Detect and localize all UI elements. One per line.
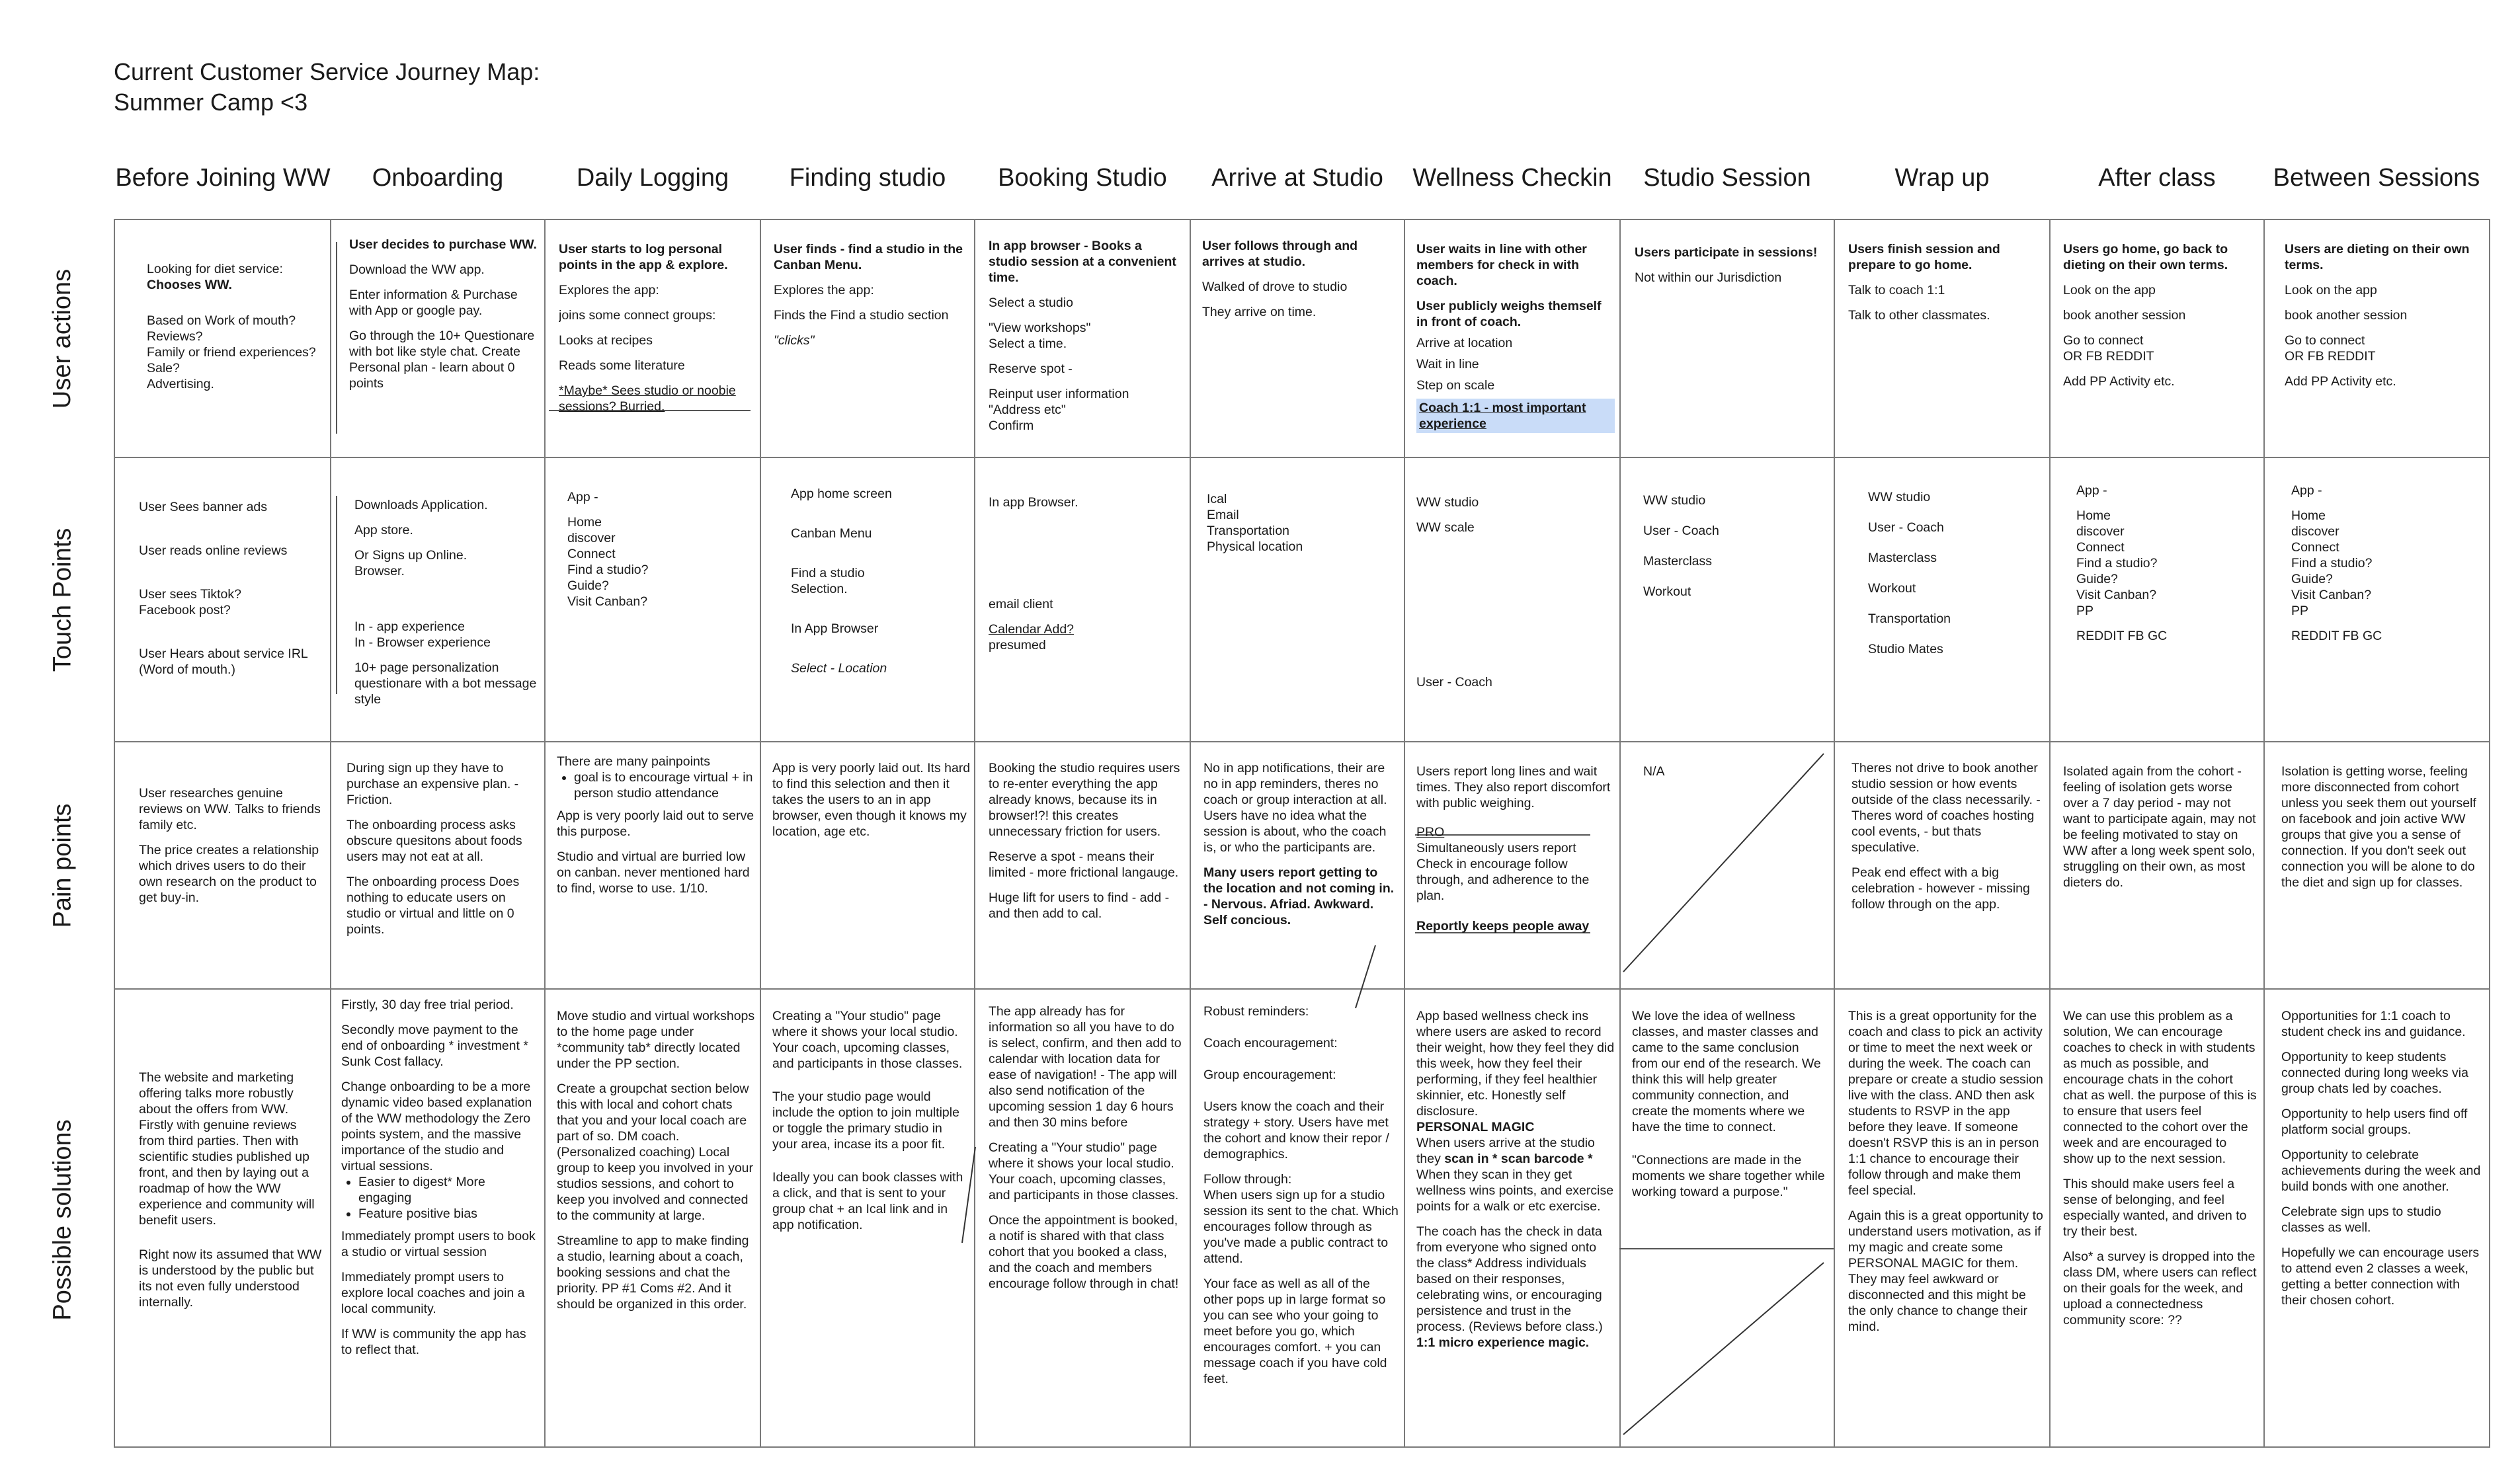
cell-solutions-between-sessions: Opportunities for 1:1 coach to student check ins and guidance. Opportunity to keep students connected during long weeks via group chats led by coaches. Opportunity to help users find off platform social groups. Opportunity to celebrate achievements during the week and build bonds with one another. Celebrate sign ups to studio classes as well. Hopefully we can encourage users to attend even 2 classes a week, getting a better connection with their chosen cohort. (2281, 1009, 2481, 1308)
cell-solutions-after-class: We can use this problem as a solution, We can encourage coaches to check in with students as much as possible, and encourage chats in the cohort chat as well. the purpose of this is to ensure that users feel connected to the cohort over the week and are encouraged to show up to the next session. This should make users feel a sense of belonging, and feel especially wanted, and driven to try their best. Also* a survey is dropped into the class DM, where users can reflect on their goals for the week, and upload a connectedness community score: ?? (2063, 1009, 2257, 1327)
cell-touch-points-wellness-checkin: WW studio WW scale User - Coach (1416, 495, 1492, 689)
cell-pain-points-booking-studio: Booking the studio requires users to re-enter everything the app already knows, because its in browser!?! this creates unnecessary friction for users. Reserve a spot - means their limited - more frictional langauge. Huge lift for users to find - add - and then add to cal. (989, 761, 1180, 921)
column-header-wellness-checkin: Wellness Checkin (1412, 164, 1612, 192)
cell-pain-points-wrap-up: Theres not drive to book another studio session or how events outside of the class necessarily. - Theres word of coaches hosting cool events, - but thats speculative. Peak end effect with a big celebration - however - missing follow through on the app. (1851, 761, 2041, 912)
cell-touch-points-finding-studio: App home screen Canban Menu Find a studio Selection. In App Browser Select - Location (791, 487, 892, 676)
cell-user-actions-booking-studio: In app browser - Books a studio session at a convenient time. Select a studio "View workshops" Select a time. Reserve spot - Reinput user information "Address etc" Confirm (989, 239, 1176, 433)
column-header-booking-studio: Booking Studio (998, 164, 1167, 192)
cell-touch-points-between-sessions: App - Home discover Connect Find a studio? Guide? Visit Canban? PP REDDIT FB GC (2291, 483, 2382, 643)
cell-pain-points-onboarding: During sign up they have to purchase an expensive plan. - Friction. The onboarding process asks obscure quesitons about foods users may not eat at all. The onboarding process Does nothing to educate users on studio or virtual and little on 0 points. (346, 761, 522, 937)
row-header-pain-points: Pain points (48, 803, 77, 928)
cell-solutions-daily-logging: Move studio and virtual workshops to the home page under *community tab* directly located under the PP section. Create a groupchat section below this with local and cohort chats that you and your local coach are part of so. DM coach. (Personalized coaching) Local group to keep you involved in your studios sessions, and cohort to keep you involved and connected to the community at large. Streamline to app to make finding a studio, learning about a coach, booking sessions and chat the priority. PP #1 Coms #2. And it should be organized in this order. (557, 1009, 755, 1312)
cell-user-actions-daily-logging: User starts to log personal points in the app & explore. Explores the app: joins some connect groups: Looks at recipes Reads some literature *Maybe* Sees studio or noobie sessions? Burried. (559, 242, 736, 414)
cell-touch-points-arrive-at-studio: Ical Email Transportation Physical location (1207, 492, 1303, 554)
title-line-1: Current Customer Service Journey Map: (114, 58, 540, 85)
cell-solutions-onboarding: Firstly, 30 day free trial period. Secondly move payment to the end of onboarding * investment * Sunk Cost fallacy. Change onboarding to be a more dynamic video based explanation of the WW methodology the Zero points system, and the massive importance of the studio and virtual sessions. • Easier to digest* More engaging • Feature positive bias Immediately prompt users to book a studio or virtual session Immediately prompt users to explore local coaches and join a local community. If WW is community the app has to reflect that. (341, 997, 540, 1367)
cell-user-actions-between-sessions: Users are dieting on their own terms. Look on the app book another session Go to connect OR FB REDDIT Add PP Activity etc. (2285, 242, 2470, 389)
cell-pain-points-arrive-at-studio: No in app notifications, their are no in app reminders, theres no coach or group interaction at all. Users have no idea what the session is about, who the coach is, or who the participants are. Many users report getting to the location and not coming in. - Nervous. Afriad. Awkward. Self concious. (1203, 761, 1395, 927)
cell-touch-points-wrap-up: WW studio User - Coach Masterclass Workout Transportation Studio Mates (1868, 490, 1951, 656)
cell-touch-points-before-joining: User Sees banner ads User reads online reviews User sees Tiktok? Facebook post? User Hears about service IRL (Word of mouth.) (139, 500, 308, 677)
cell-solutions-wrap-up: This is a great opportunity for the coach and class to pick an activity or time to meet the next week or during the week. The coach can prepare or create a studio session live with the class. AND then ask students to RSVP in the app before they leave. If someone doesn't RSVP this is an in person 1:1 chance to encourage their follow through and make them feel special. Again this is a great opportunity to understand users motivation, as if my magic and create some PERSONAL MAGIC for them. They may feel awkward or disconnected and this might be the only chance to change their mind. (1848, 1009, 2043, 1334)
column-header-finding-studio: Finding studio (789, 164, 946, 192)
column-header-wrap-up: Wrap up (1894, 164, 1990, 192)
column-header-daily-logging: Daily Logging (576, 164, 729, 192)
column-header-studio-session: Studio Session (1643, 164, 1811, 192)
cell-solutions-studio-session: We love the idea of wellness classes, and master classes and came to the same conclusion from our end of the research. We think this will help greater community connection, and create the moments where we have the time to connect. "Connections are made in the moments we share together while working toward a purpose." (1632, 1009, 1825, 1199)
cell-pain-points-after-class: Isolated again from the cohort - feeling of isolation gets worse over a 7 day period - may not want to participate again, may not be feeling motivated to stay on WW after a long week spent solo, struggling on their own, as most dieters do. (2063, 764, 2256, 890)
cell-user-actions-wrap-up: Users finish session and prepare to go home. Talk to coach 1:1 Talk to other classmates. (1848, 242, 2000, 323)
cell-user-actions-onboarding: User decides to purchase WW. Download the WW app. Enter information & Purchase with App or google pay. Go through the 10+ Questionare with bot like style chat. Create Personal plan - learn about 0 points (349, 237, 537, 391)
cell-user-actions-finding-studio: User finds - find a studio in the Canban Menu. Explores the app: Finds the Find a studio section "clicks" (774, 242, 963, 348)
cell-user-actions-studio-session: Users participate in sessions! Not within our Jurisdiction (1635, 245, 1818, 285)
row-header-touch-points: Touch Points (48, 528, 77, 672)
cell-pain-points-studio-session: N/A (1643, 764, 1665, 779)
cell-pain-points-between-sessions: Isolation is getting worse, feeling more disconnected from cohort unless you seek them out yourself on facebook and join active WW groups that give you a sense of connection. If you don't seek out connection you will be alone to do the diet and sign up for classes. (2281, 764, 2476, 890)
cell-user-actions-wellness-checkin: User waits in line with other members for check in with coach. User publicly weighs themself in front of coach. Arrive at location Wait in line Step on scale Coach 1:1 - most important experience (1416, 241, 1615, 433)
row-header-possible-solutions: Possible solutions (48, 1119, 77, 1321)
column-header-onboarding: Onboarding (372, 164, 504, 192)
cell-user-actions-after-class: Users go home, go back to dieting on their own terms. Look on the app book another session Go to connect OR FB REDDIT Add PP Activity etc. (2063, 242, 2228, 389)
title-line-2: Summer Camp <3 (114, 89, 308, 116)
cell-solutions-arrive-at-studio: Robust reminders: Coach encouragement: Group encouragement: Users know the coach and their strategy + story. Users have met the cohort and know their repor / demographics. Follow through: When users sign up for a studio session its sent to the chat. Which encourages follow through as you've made a public contract to attend. Your face as well as all of the other pops up in large format so you can see who your going to meet before you go, which encourages comfort. + you can message coach if you have cold feet. (1203, 1004, 1399, 1386)
column-header-between-sessions: Between Sessions (2273, 164, 2480, 192)
row-header-user-actions: User actions (48, 268, 77, 409)
arrow-line (1356, 945, 1375, 1008)
cell-touch-points-booking-studio: In app Browser. email client Calendar Add? presumed (989, 495, 1078, 652)
highlighted-note: Coach 1:1 - most important experience (1416, 399, 1615, 433)
column-header-before-joining: Before Joining WW (115, 164, 331, 192)
cell-pain-points-before-joining: User researches genuine reviews on WW. Talks to friends family etc. The price creates a relationship which drives users to do their own research on the product to get buy-in. (139, 786, 321, 905)
cell-pain-points-wellness-checkin: Users report long lines and wait times. They also report discomfort with public weighing. PRO Simultaneously users report Check in encourage follow through, and adherence to the plan. Reportly keeps people away (1416, 764, 1611, 933)
cell-solutions-before-joining: The website and marketing offering talks more robustly about the offers from WW. Firstly with genuine reviews from third parties. Then with scientific studies published up front, and then by laying out a roadmap of how the WW experience and community will benefit users. Right now its assumed that WW is understood by the public but its not even fully understood internally. (139, 1070, 322, 1310)
cell-touch-points-onboarding: Downloads Application. App store. Or Signs up Online. Browser. In - app experience In - Browser experience 10+ page personalization questionare with a bot message style (354, 498, 537, 707)
cell-solutions-wellness-checkin: App based wellness check ins where users are asked to record their weight, how they feel they did this week, how they feel their performing, if they feel healthier skinnier, etc. Honestly self disclosure. PERSONAL MAGIC When users arrive at the studio they scan in * scan barcode * When they scan in they get wellness wins points, and exercise points for a walk or etc exercise. The coach has the check in data from everyone who signed onto the class* Address individuals based on their responses, celebrating wins, or encouraging persistence and trust in the process. (Reviews before class.) 1:1 micro experience magic. (1416, 1009, 1615, 1350)
cell-pain-points-daily-logging: There are many painpoints • goal is to encourage virtual + in person studio attendance App is very poorly laid out to serve this purpose. Studio and virtual are burried low on canban. never mentioned hard to find, worse to use. 1/10. (557, 754, 755, 906)
cell-pain-points-finding-studio: App is very poorly laid out. Its hard to find this selection and then it takes the users to an in app browser, even though it knows my location, age etc. (772, 761, 971, 839)
cell-solutions-finding-studio: Creating a "Your studio" page where it shows your local studio. Your coach, upcoming classes, and participants in those classes. The your studio page would include the option to join multiple or toggle the primary studio in your area, incase its a poor fit. Ideally you can book classes with a click, and that is sent to your group chat + an Ical link and in app notification. (772, 1009, 963, 1232)
cell-touch-points-daily-logging: App - Home discover Connect Find a studio? Guide? Visit Canban? (567, 490, 649, 609)
cell-user-actions-before-joining: Looking for diet service: Chooses WW. Based on Work of mouth? Reviews? Family or friend experiences? Sale? Advertising. (147, 262, 316, 391)
cell-touch-points-after-class: App - Home discover Connect Find a studio? Guide? Visit Canban? PP REDDIT FB GC (2076, 483, 2168, 643)
cell-user-actions-arrive-at-studio: User follows through and arrives at studio. Walked of drove to studio They arrive on time. (1202, 239, 1358, 319)
column-header-arrive-at-studio: Arrive at Studio (1211, 164, 1383, 192)
cell-touch-points-studio-session: WW studio User - Coach Masterclass Workout (1643, 493, 1719, 599)
column-header-after-class: After class (2098, 164, 2216, 192)
cell-solutions-booking-studio: The app already has for information so all you have to do is select, confirm, and then add to calendar with location data for ease of navigation! - The app will also send notification of the upcoming session 1 day 6 hours and then 30 mins before Creating a "Your studio" page where it shows your local studio. Your coach, upcoming classes, and participants in those classes. Once the appointment is booked, a notif is shared with that class cohort that you booked a class, and the coach and members encourage follow through in chat! (989, 1004, 1182, 1291)
